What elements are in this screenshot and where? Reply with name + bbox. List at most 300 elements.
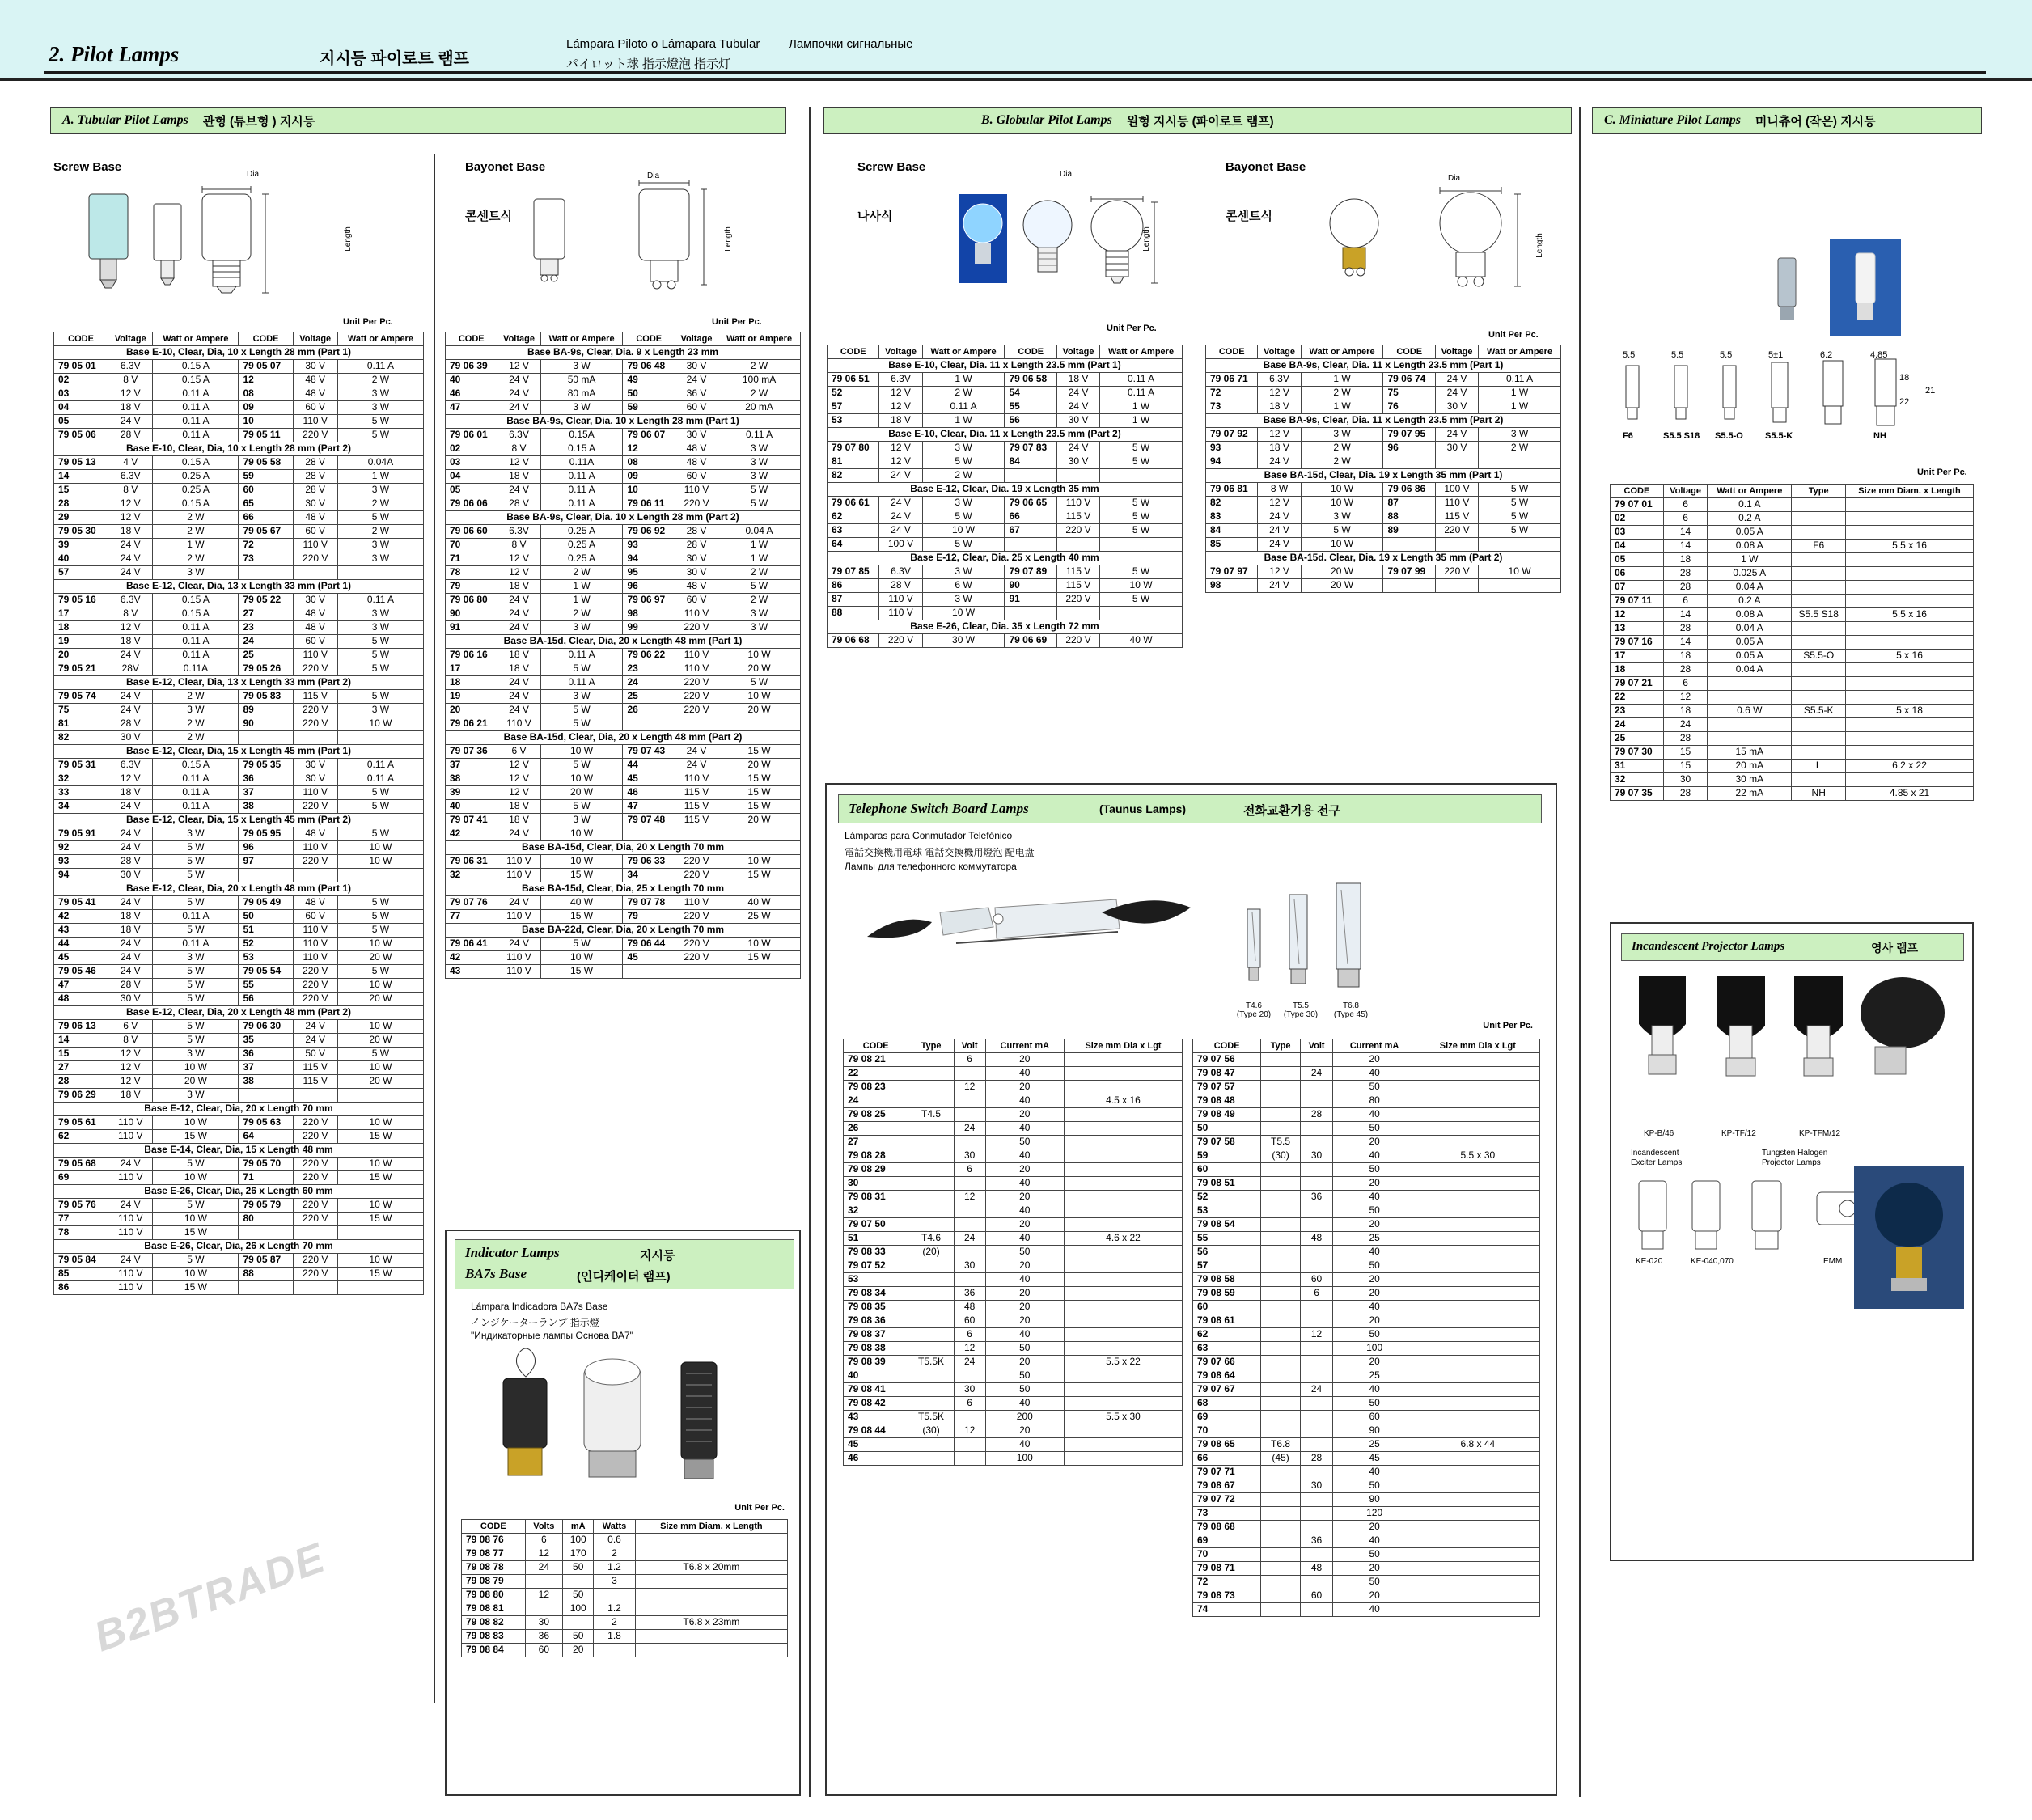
table-row[interactable] [54, 1213, 424, 1226]
table-row[interactable] [446, 470, 801, 484]
label-bayonet-base-a-ko: 콘센트식 [465, 210, 512, 223]
table-row[interactable] [1206, 510, 1561, 524]
table-row[interactable] [446, 387, 801, 401]
table-row[interactable] [1611, 567, 1974, 581]
cell: 37 [239, 1061, 293, 1075]
cell: 14 [1663, 540, 1707, 553]
cell: 0.15 A [153, 374, 239, 387]
cell: 120 [1333, 1507, 1416, 1521]
table-row[interactable] [1206, 579, 1561, 593]
col-header: CODE [462, 1520, 526, 1534]
table-row[interactable] [54, 1130, 424, 1144]
table-row[interactable] [844, 1163, 1183, 1177]
spec-table [445, 332, 801, 979]
table-row[interactable] [446, 676, 801, 690]
indicator-lamps-box [445, 1230, 801, 1796]
cell: 6 V [497, 745, 540, 759]
table-row[interactable] [54, 938, 424, 951]
cell: 79 06 74 [1383, 373, 1435, 387]
table-row[interactable] [1206, 565, 1561, 579]
cell: 1 W [540, 580, 623, 594]
cell [908, 1328, 954, 1342]
table-row[interactable] [54, 566, 424, 580]
table-row[interactable] [828, 538, 1183, 552]
cell: 5 W [1479, 483, 1561, 497]
cell: 87 [828, 593, 879, 607]
table-row[interactable] [54, 759, 424, 772]
table-row[interactable] [446, 539, 801, 552]
table-row[interactable] [54, 924, 424, 938]
table-row[interactable] [1611, 760, 1974, 773]
table-row[interactable] [844, 1136, 1183, 1149]
table-row[interactable] [54, 855, 424, 869]
cell [337, 731, 423, 745]
table-row[interactable] [54, 360, 424, 374]
table-row[interactable] [1193, 1548, 1540, 1562]
table-row[interactable] [1611, 663, 1974, 677]
cell: 5 W [153, 855, 239, 869]
table-row[interactable] [54, 1281, 424, 1295]
table-row[interactable] [844, 1438, 1183, 1452]
table-row[interactable] [1193, 1576, 1540, 1589]
table-row[interactable] [54, 1020, 424, 1034]
table-row[interactable] [54, 456, 424, 470]
table-row[interactable] [1206, 373, 1561, 387]
cell [718, 717, 801, 731]
cell [1846, 663, 1974, 677]
table-row[interactable] [54, 979, 424, 993]
table-row[interactable] [1193, 1356, 1540, 1369]
table-row[interactable] [462, 1616, 788, 1630]
table-row[interactable] [54, 772, 424, 786]
table-row[interactable] [1193, 1136, 1540, 1149]
cell: 49 [623, 374, 675, 387]
table-row[interactable] [1193, 1232, 1540, 1246]
table-row[interactable] [828, 455, 1183, 469]
table-row[interactable] [1206, 497, 1561, 510]
table-row[interactable] [828, 414, 1183, 428]
table-row[interactable] [1611, 718, 1974, 732]
table-row[interactable] [1193, 1094, 1540, 1108]
table-row[interactable] [1206, 538, 1561, 552]
table-row[interactable] [844, 1259, 1183, 1273]
table-row[interactable] [446, 525, 801, 539]
table-row[interactable] [54, 470, 424, 484]
table-row[interactable] [1193, 1507, 1540, 1521]
table-row[interactable] [1206, 387, 1561, 400]
table-row[interactable] [54, 662, 424, 676]
table-row[interactable] [844, 1108, 1183, 1122]
table-row[interactable] [1611, 595, 1974, 608]
cell [1416, 1603, 1539, 1617]
table-row[interactable] [1193, 1479, 1540, 1493]
table-row[interactable] [1611, 773, 1974, 787]
table-row[interactable] [446, 938, 801, 951]
table-row[interactable] [446, 910, 801, 924]
cell: 28 [1663, 787, 1707, 801]
table-row[interactable] [1206, 400, 1561, 414]
cell [1416, 1397, 1539, 1411]
table-row[interactable] [54, 1171, 424, 1185]
table-row[interactable] [1193, 1259, 1540, 1273]
table-row[interactable] [1193, 1383, 1540, 1397]
table-row[interactable] [1206, 442, 1561, 455]
table-row[interactable] [446, 951, 801, 965]
table-row[interactable] [844, 1424, 1183, 1438]
table-row[interactable] [446, 759, 801, 772]
group-header-row [1206, 359, 1561, 373]
table-row[interactable] [54, 621, 424, 635]
table-row[interactable] [446, 580, 801, 594]
cell: 79 08 33 [844, 1246, 908, 1259]
table-row[interactable] [462, 1561, 788, 1575]
table-row[interactable] [844, 1094, 1183, 1108]
table-row[interactable] [54, 1075, 424, 1089]
table-row[interactable] [844, 1191, 1183, 1204]
table-row[interactable] [54, 525, 424, 539]
table-row[interactable] [446, 772, 801, 786]
table-row[interactable] [844, 1342, 1183, 1356]
cell: 79 06 41 [446, 938, 497, 951]
cell: 60 V [293, 635, 337, 649]
table-row[interactable] [54, 511, 424, 525]
group-title: Base E-12, Clear, Dia, 20 x Length 48 mm (Part 1) [54, 882, 424, 896]
table-row[interactable] [446, 827, 801, 841]
table-row[interactable] [844, 1053, 1183, 1067]
cell: 30 V [1056, 455, 1099, 469]
table-row[interactable] [1193, 1149, 1540, 1163]
table-row[interactable] [446, 786, 801, 800]
table-row[interactable] [1193, 1589, 1540, 1603]
table-row[interactable] [1193, 1493, 1540, 1507]
table-row[interactable] [1193, 1534, 1540, 1548]
table-row[interactable] [54, 1061, 424, 1075]
table-row[interactable] [446, 814, 801, 827]
table-row[interactable] [1611, 636, 1974, 650]
svg-text:4.85: 4.85 [1870, 350, 1888, 360]
cell: 20 [985, 1301, 1064, 1314]
table-row[interactable] [828, 565, 1183, 579]
table-row[interactable] [1611, 540, 1974, 553]
table-row[interactable] [1193, 1314, 1540, 1328]
table-row[interactable] [446, 704, 801, 717]
cell: 30 [954, 1383, 985, 1397]
table-row[interactable] [1193, 1452, 1540, 1466]
table-row[interactable] [446, 484, 801, 497]
table-row[interactable] [844, 1218, 1183, 1232]
table-row[interactable] [828, 510, 1183, 524]
group-header-row [446, 841, 801, 855]
table-row[interactable] [54, 1116, 424, 1130]
table-row[interactable] [1193, 1424, 1540, 1438]
table-row[interactable] [54, 594, 424, 607]
cell: 1 W [1479, 400, 1561, 414]
table-row[interactable] [1206, 524, 1561, 538]
table-row[interactable] [462, 1630, 788, 1644]
cell [1792, 773, 1846, 787]
table-row[interactable] [446, 649, 801, 662]
table-row[interactable] [1193, 1328, 1540, 1342]
cell: 12 V [497, 456, 540, 470]
table-row[interactable] [54, 717, 424, 731]
table-row[interactable] [844, 1149, 1183, 1163]
table-row[interactable] [844, 1301, 1183, 1314]
cell: 24 V [108, 951, 153, 965]
table-row[interactable] [1193, 1067, 1540, 1081]
table-row[interactable] [1193, 1122, 1540, 1136]
table-row[interactable] [446, 896, 801, 910]
group-header-row [54, 346, 424, 360]
table-row[interactable] [54, 731, 424, 745]
table-row[interactable] [446, 442, 801, 456]
table-row[interactable] [54, 387, 424, 401]
table-row[interactable] [1611, 677, 1974, 691]
cell: 15 W [337, 1268, 423, 1281]
table-row[interactable] [828, 373, 1183, 387]
table-row[interactable] [1611, 581, 1974, 595]
table-row[interactable] [1611, 650, 1974, 663]
table-row[interactable] [844, 1452, 1183, 1466]
cell: 1 W [1479, 387, 1561, 400]
table-row[interactable] [54, 1226, 424, 1240]
table-row[interactable] [54, 1034, 424, 1048]
table-row[interactable] [828, 634, 1183, 648]
table-row[interactable] [844, 1369, 1183, 1383]
table-row[interactable] [54, 965, 424, 979]
table-row[interactable] [54, 896, 424, 910]
table-row[interactable] [844, 1067, 1183, 1081]
table-row[interactable] [828, 497, 1183, 510]
table-row[interactable] [844, 1411, 1183, 1424]
table-row[interactable] [446, 717, 801, 731]
table-row[interactable] [1193, 1177, 1540, 1191]
table-row[interactable] [1193, 1053, 1540, 1067]
cell: 6.3V [108, 470, 153, 484]
table-row[interactable] [1193, 1521, 1540, 1534]
table-row[interactable] [54, 704, 424, 717]
table-row[interactable] [844, 1081, 1183, 1094]
table-row[interactable] [1193, 1411, 1540, 1424]
cell: 28 [1663, 663, 1707, 677]
table-row[interactable] [1193, 1342, 1540, 1356]
table-row[interactable] [462, 1547, 788, 1561]
table-row[interactable] [1193, 1287, 1540, 1301]
table-row[interactable] [446, 745, 801, 759]
cell: 50 [1333, 1259, 1416, 1273]
table-row[interactable] [446, 869, 801, 882]
table-row[interactable] [54, 827, 424, 841]
table-row[interactable] [1193, 1397, 1540, 1411]
table-row[interactable] [1193, 1301, 1540, 1314]
cell: 63 [1193, 1342, 1261, 1356]
cell: 3 W [718, 456, 801, 470]
table-row[interactable] [844, 1232, 1183, 1246]
table-row[interactable] [462, 1644, 788, 1657]
cell [954, 1452, 985, 1466]
table-row[interactable] [1193, 1438, 1540, 1452]
table-row[interactable] [446, 566, 801, 580]
table-row[interactable] [54, 497, 424, 511]
table-row[interactable] [54, 429, 424, 442]
table-row[interactable] [54, 484, 424, 497]
table-row[interactable] [1611, 787, 1974, 801]
table-row[interactable] [446, 360, 801, 374]
table-row[interactable] [54, 552, 424, 566]
table-row[interactable] [54, 635, 424, 649]
table-row[interactable] [54, 1199, 424, 1213]
cell: S5.5-O [1792, 650, 1846, 663]
table-row[interactable] [1193, 1218, 1540, 1232]
table-row[interactable] [1193, 1562, 1540, 1576]
table-row[interactable] [1611, 732, 1974, 746]
table-row[interactable] [828, 387, 1183, 400]
cell: 30 [1300, 1149, 1333, 1163]
table-row[interactable] [1193, 1466, 1540, 1479]
table-row[interactable] [844, 1273, 1183, 1287]
table-row[interactable] [828, 579, 1183, 593]
cell: 04 [54, 401, 108, 415]
table-row[interactable] [1611, 498, 1974, 512]
table-row[interactable] [844, 1177, 1183, 1191]
cell: 80 [239, 1213, 293, 1226]
cell: 110 V [108, 1116, 153, 1130]
table-row[interactable] [844, 1328, 1183, 1342]
table-row[interactable] [446, 552, 801, 566]
cell: 79 08 73 [1193, 1589, 1261, 1603]
table-row[interactable] [828, 607, 1183, 620]
cell: 1 W [153, 539, 239, 552]
cell [1435, 455, 1478, 469]
table-row[interactable] [844, 1246, 1183, 1259]
table-row[interactable] [828, 524, 1183, 538]
table-row[interactable] [1611, 608, 1974, 622]
table-row[interactable] [844, 1314, 1183, 1328]
table-row[interactable] [1193, 1191, 1540, 1204]
table-row[interactable] [844, 1383, 1183, 1397]
table-row[interactable] [54, 786, 424, 800]
cell: 50 [1333, 1122, 1416, 1136]
cell [908, 1452, 954, 1466]
cell: 5 W [337, 1048, 423, 1061]
table-row[interactable] [1193, 1163, 1540, 1177]
table-row[interactable] [1611, 691, 1974, 705]
cell [239, 1281, 293, 1295]
table-row[interactable] [844, 1122, 1183, 1136]
cell: 2 [594, 1547, 636, 1561]
table-row[interactable] [446, 607, 801, 621]
table-row[interactable] [446, 662, 801, 676]
table-row[interactable] [54, 374, 424, 387]
table-row[interactable] [844, 1204, 1183, 1218]
table-row[interactable] [446, 690, 801, 704]
table-row[interactable] [54, 649, 424, 662]
table-row[interactable] [446, 855, 801, 869]
table-row[interactable] [54, 690, 424, 704]
table-row[interactable] [1193, 1081, 1540, 1094]
table-row[interactable] [54, 993, 424, 1006]
table-row[interactable] [1611, 526, 1974, 540]
table-row[interactable] [1611, 512, 1974, 526]
table-row[interactable] [54, 401, 424, 415]
table-row[interactable] [54, 841, 424, 855]
table-row[interactable] [446, 497, 801, 511]
table-row[interactable] [1611, 746, 1974, 760]
table-row[interactable] [1193, 1204, 1540, 1218]
table-row[interactable] [1206, 483, 1561, 497]
cell: 5 W [337, 662, 423, 676]
table-row[interactable] [54, 1254, 424, 1268]
table-row[interactable] [446, 594, 801, 607]
table-row[interactable] [446, 800, 801, 814]
table-row[interactable] [54, 1158, 424, 1171]
table-row[interactable] [446, 965, 801, 979]
cell: 80 [1333, 1094, 1416, 1108]
table-row[interactable] [462, 1575, 788, 1589]
table-row[interactable] [446, 456, 801, 470]
col-header: Volts [525, 1520, 563, 1534]
table-row[interactable] [54, 607, 424, 621]
table-row[interactable] [54, 1089, 424, 1103]
table-row[interactable] [1206, 455, 1561, 469]
table-row[interactable] [1193, 1273, 1540, 1287]
col-header: Size mm Dia x Lgt [1065, 1039, 1183, 1053]
table-row[interactable] [1611, 705, 1974, 718]
table-row[interactable] [54, 1048, 424, 1061]
table-row[interactable] [54, 910, 424, 924]
table-row[interactable] [828, 400, 1183, 414]
table-row[interactable] [446, 374, 801, 387]
table-row[interactable] [54, 539, 424, 552]
cell: 20 [985, 1081, 1064, 1094]
unit-per-pc-b-screw: Unit Per Pc. [1107, 324, 1157, 333]
table-row[interactable] [446, 401, 801, 415]
table-row[interactable] [446, 429, 801, 442]
cell: 220 V [1056, 634, 1099, 648]
table-row[interactable] [828, 442, 1183, 455]
cell: 220 V [293, 704, 337, 717]
cell: 20 [1333, 1136, 1416, 1149]
table-row[interactable] [828, 593, 1183, 607]
table-row[interactable] [1611, 553, 1974, 567]
table-row[interactable] [1193, 1603, 1540, 1617]
table-row[interactable] [1193, 1369, 1540, 1383]
table-row[interactable] [54, 1268, 424, 1281]
cell: 110 V [293, 841, 337, 855]
table-row[interactable] [446, 621, 801, 635]
table-row[interactable] [462, 1534, 788, 1547]
table-row[interactable] [1193, 1246, 1540, 1259]
table-row[interactable] [54, 800, 424, 814]
cell: 79 07 11 [1611, 595, 1664, 608]
cell: 100 V [879, 538, 922, 552]
table-row[interactable] [828, 469, 1183, 483]
projector-subcaption-0: Incandescent Exciter Lamps [1631, 1149, 1683, 1167]
table-row[interactable] [54, 869, 424, 882]
group-title: Base BA-9s, Clear, Dia. 10 x Length 28 mm (Part 1) [446, 415, 801, 429]
table-row[interactable] [1193, 1108, 1540, 1122]
table-row[interactable] [54, 415, 424, 429]
table-row[interactable] [844, 1356, 1183, 1369]
table-row[interactable] [844, 1287, 1183, 1301]
group-title: Base E-12, Clear, Dia, 20 x Length 70 mm [54, 1103, 424, 1116]
table-row[interactable] [54, 951, 424, 965]
table-row[interactable] [1611, 622, 1974, 636]
table-row[interactable] [462, 1589, 788, 1602]
table-row[interactable] [462, 1602, 788, 1616]
table-row[interactable] [1206, 428, 1561, 442]
cell [1065, 1108, 1183, 1122]
table-row[interactable] [844, 1397, 1183, 1411]
